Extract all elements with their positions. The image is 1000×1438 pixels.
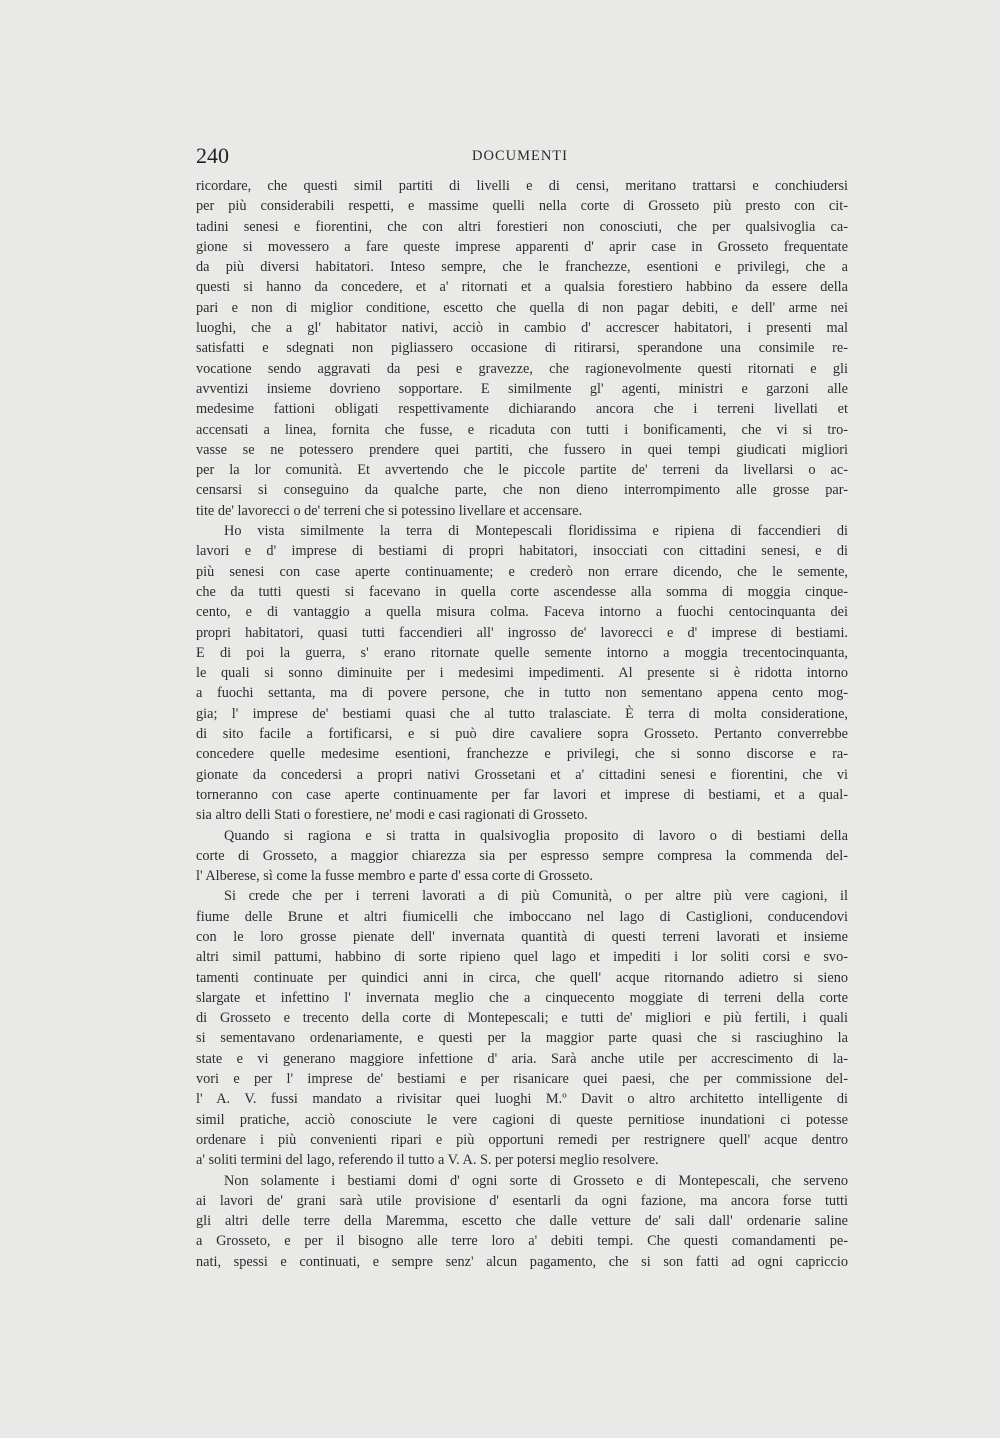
text-line: le quali si sonno diminuite per i medesimi impedimenti. Al presente si è ridotta intorno	[196, 665, 848, 682]
text-line: sia altro delli Stati o forestiere, ne' modi e casi ragionati di Grosseto.	[196, 807, 588, 824]
text-line: accensati a linea, fornita che fusse, e ricaduta con tutti i bonificamenti, che vi si tro-	[196, 421, 848, 438]
text-line: vori e per l' imprese de' bestiami e per risanicare quei paesi, che per commissione del-	[196, 1071, 848, 1088]
text-line: medesime fattioni obligati respettivamente dichiarando ancora che i terreni livellati et	[196, 401, 848, 418]
text-line: state e vi generano maggiore infettione d' aria. Sarà anche utile per accrescimento di la-	[196, 1050, 848, 1067]
text-line: Ho vista similmente la terra di Montepescali floridissima e ripiena di faccendieri di	[224, 523, 848, 540]
text-line: vocatione sendo aggravati da pesi e gravezze, che ragionevolmente questi ritornati e gli	[196, 360, 848, 377]
text-line: slargate et infettino l' invernata meglio che a cinquecento moggiate di terreni della corte	[196, 989, 848, 1006]
text-line: E di poi la guerra, s' erano ritornate quelle semente intorno a moggia trecentocinquanta,	[196, 644, 848, 661]
text-line: Quando si ragiona e si tratta in qualsivoglia proposito di lavoro o di bestiami della	[224, 827, 848, 844]
text-line: simil pratiche, acciò conosciute le vere cagioni di queste pernitiose inundationi ci potesse	[196, 1111, 848, 1128]
text-line: censarsi si conseguino da qualche parte, che non dieno interrompimento alle grosse par-	[196, 482, 848, 499]
text-line: cento, e di vantaggio a quella misura colma. Faceva intorno a fuochi centocinquanta dei	[196, 604, 848, 621]
text-line: di sito facile a fortificarsi, e si può dire cavaliere sopra Grosseto. Pertanto converrebbe	[196, 726, 848, 743]
text-line: Si crede che per i terreni lavorati a di più Comunità, o per altre più vere cagioni, il	[224, 888, 848, 905]
text-line: luoghi, che a gl' habitator nativi, acciò in cambio d' accrescer habitatori, i presenti mal	[196, 320, 848, 337]
text-line: gia; l' imprese de' bestiami quasi che al tutto tralasciate. È terra di molta consideratione,	[196, 705, 848, 722]
text-line: vasse se ne potessero prendere quei partiti, che fussero in quei tempi giudicati migliori	[196, 441, 848, 458]
text-line: a' soliti termini del lago, referendo il tutto a V. A. S. per potersi meglio resolvere.	[196, 1152, 659, 1169]
text-line: più senesi con case aperte continuamente; e crederò non errare dicendo, che le semente,	[196, 563, 848, 580]
text-line: gli altri delle terre della Maremma, escetto che dalle vetture de' sali dall' ordenarie saline	[196, 1213, 848, 1230]
text-line: lavori e d' imprese di bestiami di propri habitatori, insocciati con cittadini senesi, e di	[196, 543, 848, 560]
text-line: che da tutti questi si facevano in quella corte ascendesse alla somma di moggia cinque-	[196, 583, 848, 600]
text-line: per la lor comunità. Et avvertendo che le piccole partite de' terreni da livellarsi o ac-	[196, 462, 848, 479]
text-line: si sementavano ordenariamente, e questi per la maggior parte quasi che si rasciughino la	[196, 1030, 848, 1047]
running-head: DOCUMENTI	[472, 148, 568, 164]
text-line: fiume delle Brune et altri fiumicelli che imboccano nel lago di Castiglioni, conducendovi	[196, 908, 848, 925]
text-line: l' Alberese, sì come la fusse membro e parte d' essa corte di Grosseto.	[196, 868, 594, 885]
text-line: torneranno con case aperte continuamente per far lavori et imprese di bestiami, et a qual-	[196, 786, 848, 803]
text-line: a fuochi settanta, ma di povere persone, che in tutto non sementano appena cento mog-	[196, 685, 848, 702]
text-line: gione si movessero a fare queste imprese apparenti d' aprir case in Grosseto frequentate	[196, 238, 848, 255]
text-line: per più considerabili respetti, e massime quelli nella corte di Grosseto più presto con cit-	[196, 198, 848, 215]
text-line: l' A. V. fussi mandato a rivisitar quei luoghi M.º Davit o altro architetto intelligente di	[196, 1091, 848, 1108]
text-line: tadini senesi e fiorentini, che con altri forestieri non conosciuti, che per qualsivoglia ca-	[196, 218, 848, 235]
text-line: gionate da concedersi a propri nativi Grossetani et a' cittadini senesi e fiorentini, che vi	[196, 766, 848, 783]
text-line: altri simil pattumi, habbino di sorte ripieno quel lago et impediti i lor soliti corsi e svo-	[196, 949, 848, 966]
text-line: ordenare i più convenienti ripari e più opportuni remedi per restrignere quell' acque dentro	[196, 1131, 848, 1148]
text-line: Non solamente i bestiami domi d' ogni sorte di Grosseto e di Montepescali, che serveno	[224, 1172, 848, 1189]
text-line: ricordare, che questi simil partiti di livelli e di censi, meritano trattarsi e conchiudersi	[196, 178, 848, 194]
text-line: pari e non di miglior conditione, escetto che quella di non pagar debiti, e dell' arme nei	[196, 299, 848, 316]
text-line: propri habitatori, quasi tutti faccendieri all' ingrosso de' lavorecci e d' imprese di bestiami.	[196, 624, 848, 641]
text-line: corte di Grosseto, a maggior chiarezza sia per espresso sempre compresa la commenda del-	[196, 847, 848, 864]
body-text	[196, 176, 848, 1272]
text-line: da più diversi habitatori. Inteso sempre, che le franchezze, esentioni e privilegi, che a	[196, 259, 848, 276]
page-header	[196, 143, 848, 171]
text-line: a Grosseto, e per il bisogno alle terre loro a' debiti tempi. Che questi comandamenti pe-	[196, 1233, 848, 1250]
text-line: di Grosseto e trecento della corte di Montepescali; e tutti de' migliori e più fertili, i quali	[196, 1010, 848, 1027]
text-line: ai lavori de' grani sarà utile provisione d' esentarli da ogni fazione, ma ancora forse tutti	[196, 1192, 848, 1209]
text-line: tite de' lavorecci o de' terreni che si potessino livellare et accensare.	[196, 502, 583, 519]
text-line: avventizi insieme dovrieno sopportare. E similmente gl' agenti, ministri e garzoni alle	[196, 380, 848, 397]
page-number: 240	[196, 143, 229, 168]
text-line: tamenti continuate per quindici anni in circa, che quell' acque ritornando adietro si sieno	[196, 969, 848, 986]
text-line: concedere quelle medesime esentioni, franchezze e privilegi, che si sonno discorse e ra-	[196, 746, 848, 763]
text-line: nati, spessi e continuati, e sempre senz' alcun pagamento, che si son fatti ad ogni capriccio	[196, 1253, 848, 1270]
text-line: con le loro grosse pienate dell' invernata quantità di questi terreni lavorati et insieme	[196, 928, 848, 945]
text-line: satisfatti e sdegnati non pigliassero occasione di ritirarsi, sperandone una consimile re-	[196, 340, 848, 357]
text-line: questi si hanno da concedere, et a' ritornati et a qualsia forestiero habbino da essere della	[196, 279, 848, 296]
